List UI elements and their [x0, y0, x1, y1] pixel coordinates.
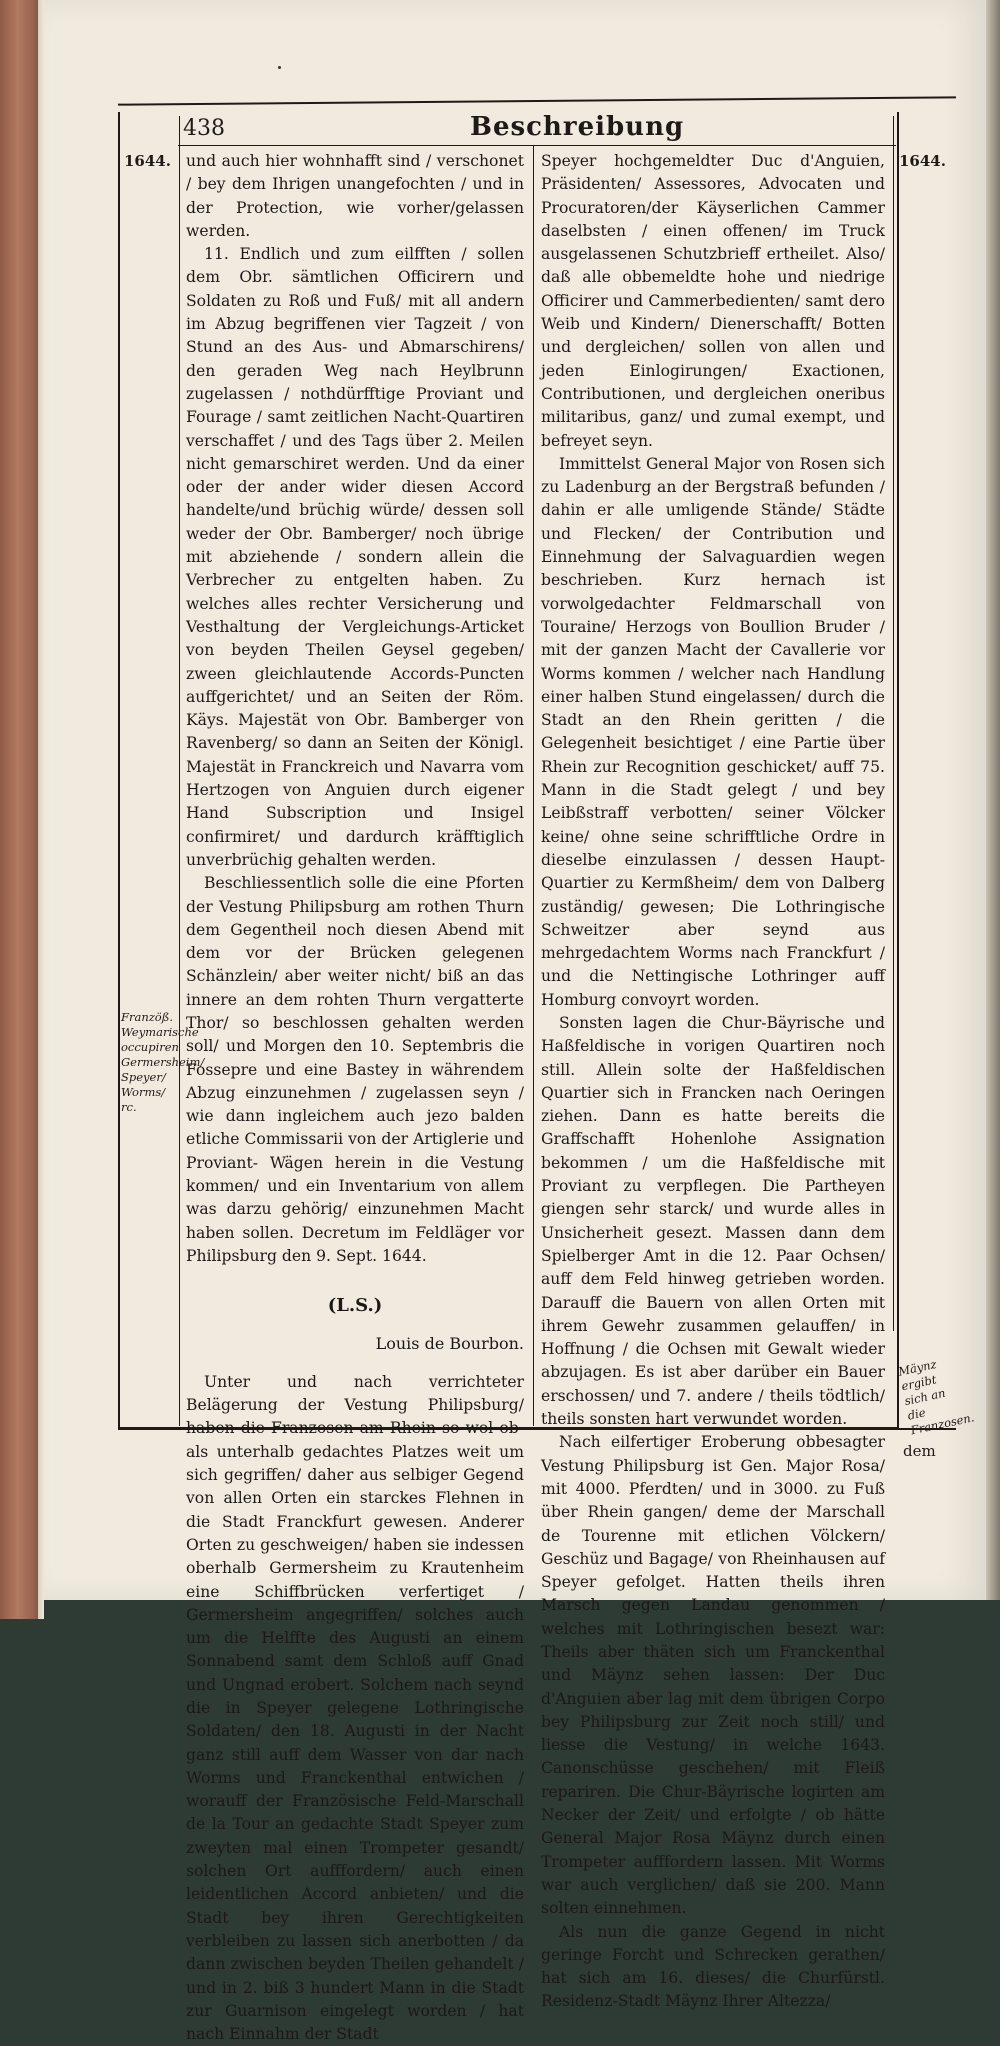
seal-mark: (L.S.) [327, 1295, 383, 1317]
book-spine [0, 0, 44, 1619]
paragraph: Beschliessentlich solle die eine Pforten der Vestung Philipsburg am rothen Thurn dem Gegentheil noch diesen Abend mit dem vor der Brücken gelegenen Schänzlein/ aber weiter nicht/ biß an das innere an dem rohten Thurn vergatterte Thor/ so beschlossen gehalten werden soll/ und Morgen den 10. Septembris die Fossepre und eine Bastey in währendem Abzug einzunehmen / zugelassen seyn / wie dann ingleichem auch jezo balden etliche Commissarii von der Artiglerie und Proviant- Wägen herein in die Vestung kommen/ und ein Inventarium von allem was darzu gehörig/ einzunehmen Macht haben sollen. Decretum im Feldläger vor Philipsburg den 9. Sept. 1644. [186, 874, 524, 1265]
paragraph: Immittelst General Major von Rosen sich zu Ladenburg an der Bergstraß befunden / dahin er alle umligende Stände/ Städte und Flecken/ der Contribution und Einnehmung der Salvaguardien wegen beschrieben. Kurz hernach ist vorwolgedachter Feldmarschall von Touraine/ Herzogs von Boullion Bruder / mit der ganzen Macht der Cavallerie vor Worms kommen / welcher nach Handlung einer halben Stund eingelassen/ durch die Stadt an den Rhein geritten / die Gelegenheit besichtiget / eine Partie über Rhein zur Recognition geschicket/ auff 75. Mann in die Stadt gelegt / und bey Leibßstraff verbotten/ seiner Völcker keine/ ohne seine schrifftliche Ordre in dieselbe einzulassen / dessen Haupt-Quartier zu Kermßheim/ dem von Dalberg zuständig/ gewesen; Die Lothringische Schweitzer aber seynd aus mehrgedachtem Worms nach Franckfurt / und die Nettingische Lothringer auff Homburg convoyrt worden. [541, 454, 885, 1009]
paragraph: Nach eilfertiger Eroberung obbesagter Vestung Philipsburg ist Gen. Major Rosa/ mit 4000. Pferdten/ und in 3000. zu Fuß über Rhein gangen/ deme der Marschall de Tourenne mit etlichen Völckern/ Geschüz und Bagage/ von Rheinhausen auf Speyer gefolget. Hatten theils ihren Marsch gegen Landau genommen / welches mit Lothringischen besezt war: Theils aber thäten sich um Franckenthal und Mäynz sehen lassen: Der Duc d'Anguien aber lag mit dem übrigen Corpo bey Philipsburg zur Zeit noch still/ und liesse die Vestung/ in welche 1643. Canonschüsse geschehen/ mit Fleiß repariren. Die Chur-Bäyrische logirten am Necker der Zeit/ und erfolgte / ob hätte General Major Rosa Mäynz durch einen Trompeter aufffordern lassen. Mit Worms war auch verglichen/ daß sie 200. Mann solten einnehmen. [541, 1433, 885, 1918]
ink-speck [278, 66, 281, 69]
paragraph: Speyer hochgemeldter Duc d'Anguien, Präsidenten/ Assessores, Advocaten und Procuratoren/der Käyserlichen Cammer daselbsten / einen offenen/ im Truck ausgelassenen Schutzbrieff ertheilet. Also/ daß alle obbemeldte hohe und niedrige Officirer und Cammerbedienten/ samt dero Weib und Kindern/ Dienerschafft/ Botten und dergleichen/ sollen von allen und jeden Einlogirungen/ Exactionen, Contributionen, und dergleichen oneribus militaribus, ganz/ und zumal exempt, und befreyet seyn. [541, 152, 885, 450]
paragraph: 11. Endlich und zum eilfften / sollen dem Obr. sämtlichen Officirern und Soldaten zu Roß und Fuß/ mit all andern im Abzug begriffenen vier Tagzeit / von Stund an des Aus- und Abmarschirens/ den geraden Weg nach Heylbrunn zugelassen / nothdürfftige Proviant und Fourage / samt zeitlichen Nacht-Quartiren verschaffet / und des Tags über 2. Meilen nicht gemarschiret werden. Und da einer oder der ander wider diesen Accord handelte/und brüchig würde/ dessen soll weder der Obr. Bamberger/ noch übrige mit abziehende / sondern allein die Verbrecher zu entgelten haben. Zu welches alles rechter Versicherung und Vesthaltung der Vergleichungs-Articket von beyden Theilen Geysel gegeben/ zween gleichlautende Accords-Puncten auffgerichtet/ und an Seiten der Röm. Käys. Majestät von Obr. Bamberger von Ravenberg/ so dann an Seiten der Königl. Majestät in Franckreich und Navarra vom Hertzogen von Anguien durch eigener Hand Subscription und Insigel confirmiret/ und dardurch kräfftiglich unverbrüchig gehalten werden. [186, 245, 524, 869]
paragraph: Sonsten lagen die Chur-Bäyrische und Haßfeldische in vorigen Quartiren noch still. Allein solte der Haßfeldischen Quartier sich in Francken nach Oeringen ziehen. Dann es hatte bereits die Graffschafft Hohenlohe Assignation bekommen / um die Haßfeldische mit Proviant zu verpflegen. Die Partheyen giengen sehr starck/ und wurde alles in Unsicherheit gesezt. Massen dann dem Spielberger Amt in die 12. Paar Ochsen/ auff dem Feld hinweg getrieben worden. Darauff die Bauern von allen Orten mit ihrem Gewehr zusammen gelauffen/ in Hoffnung / die Ochsen mit Gewalt wieder abzujagen. Es ist aber darüber ein Bauer erschossen/ und 7. andere / theils tödtlich/ theils sonsten hart verwundet worden. [541, 1013, 885, 1429]
year-left: 1644. [124, 152, 171, 170]
margin-note-left: Franzöß. Weymarische occupiren Germersheim/ Speyer/ Worms/ rc. [121, 1010, 205, 1114]
right-column [541, 150, 885, 2014]
page-edge [986, 0, 1000, 1600]
margin-note-right: Mäynz ergibt sich an die Franzosen. [897, 1356, 976, 1438]
paragraph: Als nun die ganze Gegend in nicht geringe Forcht und Schrecken gerathen/ hat sich am 16. dieses/ die Churfürstl. Residenz-Stadt Mäynz Ihrer Altezza/ [541, 1922, 885, 2011]
running-head: Beschreibung [470, 112, 685, 142]
year-right: 1644. [899, 152, 946, 170]
right-margin-rule [893, 116, 894, 1331]
signature: Louis de Bourbon. [375, 1333, 524, 1353]
column-divider [533, 146, 534, 1426]
header-rule [178, 145, 896, 146]
paragraph: Unter und nach verrichteter Belägerung der Vestung Philipsburg/ haben die Franzosen am Rhein so wol ob- als unterhalb gedachtes Platzes weit um sich gegriffen/ daher aus selbiger Gegend von allen Orten ein starckes Flehnen in die Stadt Franckfurt gewesen. Anderer Orten zu geschweigen/ haben sie indessen oberhalb Germersheim zu Krautenheim eine Schiffbrücken verfertiget / Germersheim angegriffen/ solches auch um die Helffte des Augusti an einem Sonnabend samt dem Schloß auff Gnad und Ungnad erobert. Solchem nach seynd die in Speyer gelegene Lothringische Soldaten/ den 18. Augusti in der Nacht ganz still auff dem Wasser von dar nach Worms und Franckenthal entwichen / worauff der Französische Feld-Marschall de la Tour an gedachte Stadt Speyer zum zweyten mal einen Trompeter gesandt/ solchen Ort aufffordern/ auch einen leidentlichen Accord anbieten/ und die Stadt bey ihren Gerechtigkeiten verbleiben zu lassen sich anerbotten / da dann zwischen beyden Theilen gehandelt / und in 2. biß 3 hundert Mann in die Stadt zur Guarnison eingelegt worden / hat nach Einnahm der Stadt [186, 1372, 524, 2044]
page-number: 438 [183, 116, 225, 141]
left-margin-rule [179, 116, 180, 1426]
catchword: dem [903, 1442, 936, 1460]
paragraph: und auch hier wohnhafft sind / verschonet / bey dem Ihrigen unangefochten / und in der Protection, wie vorher/gelassen werden. [186, 152, 524, 240]
left-column [186, 150, 524, 2046]
